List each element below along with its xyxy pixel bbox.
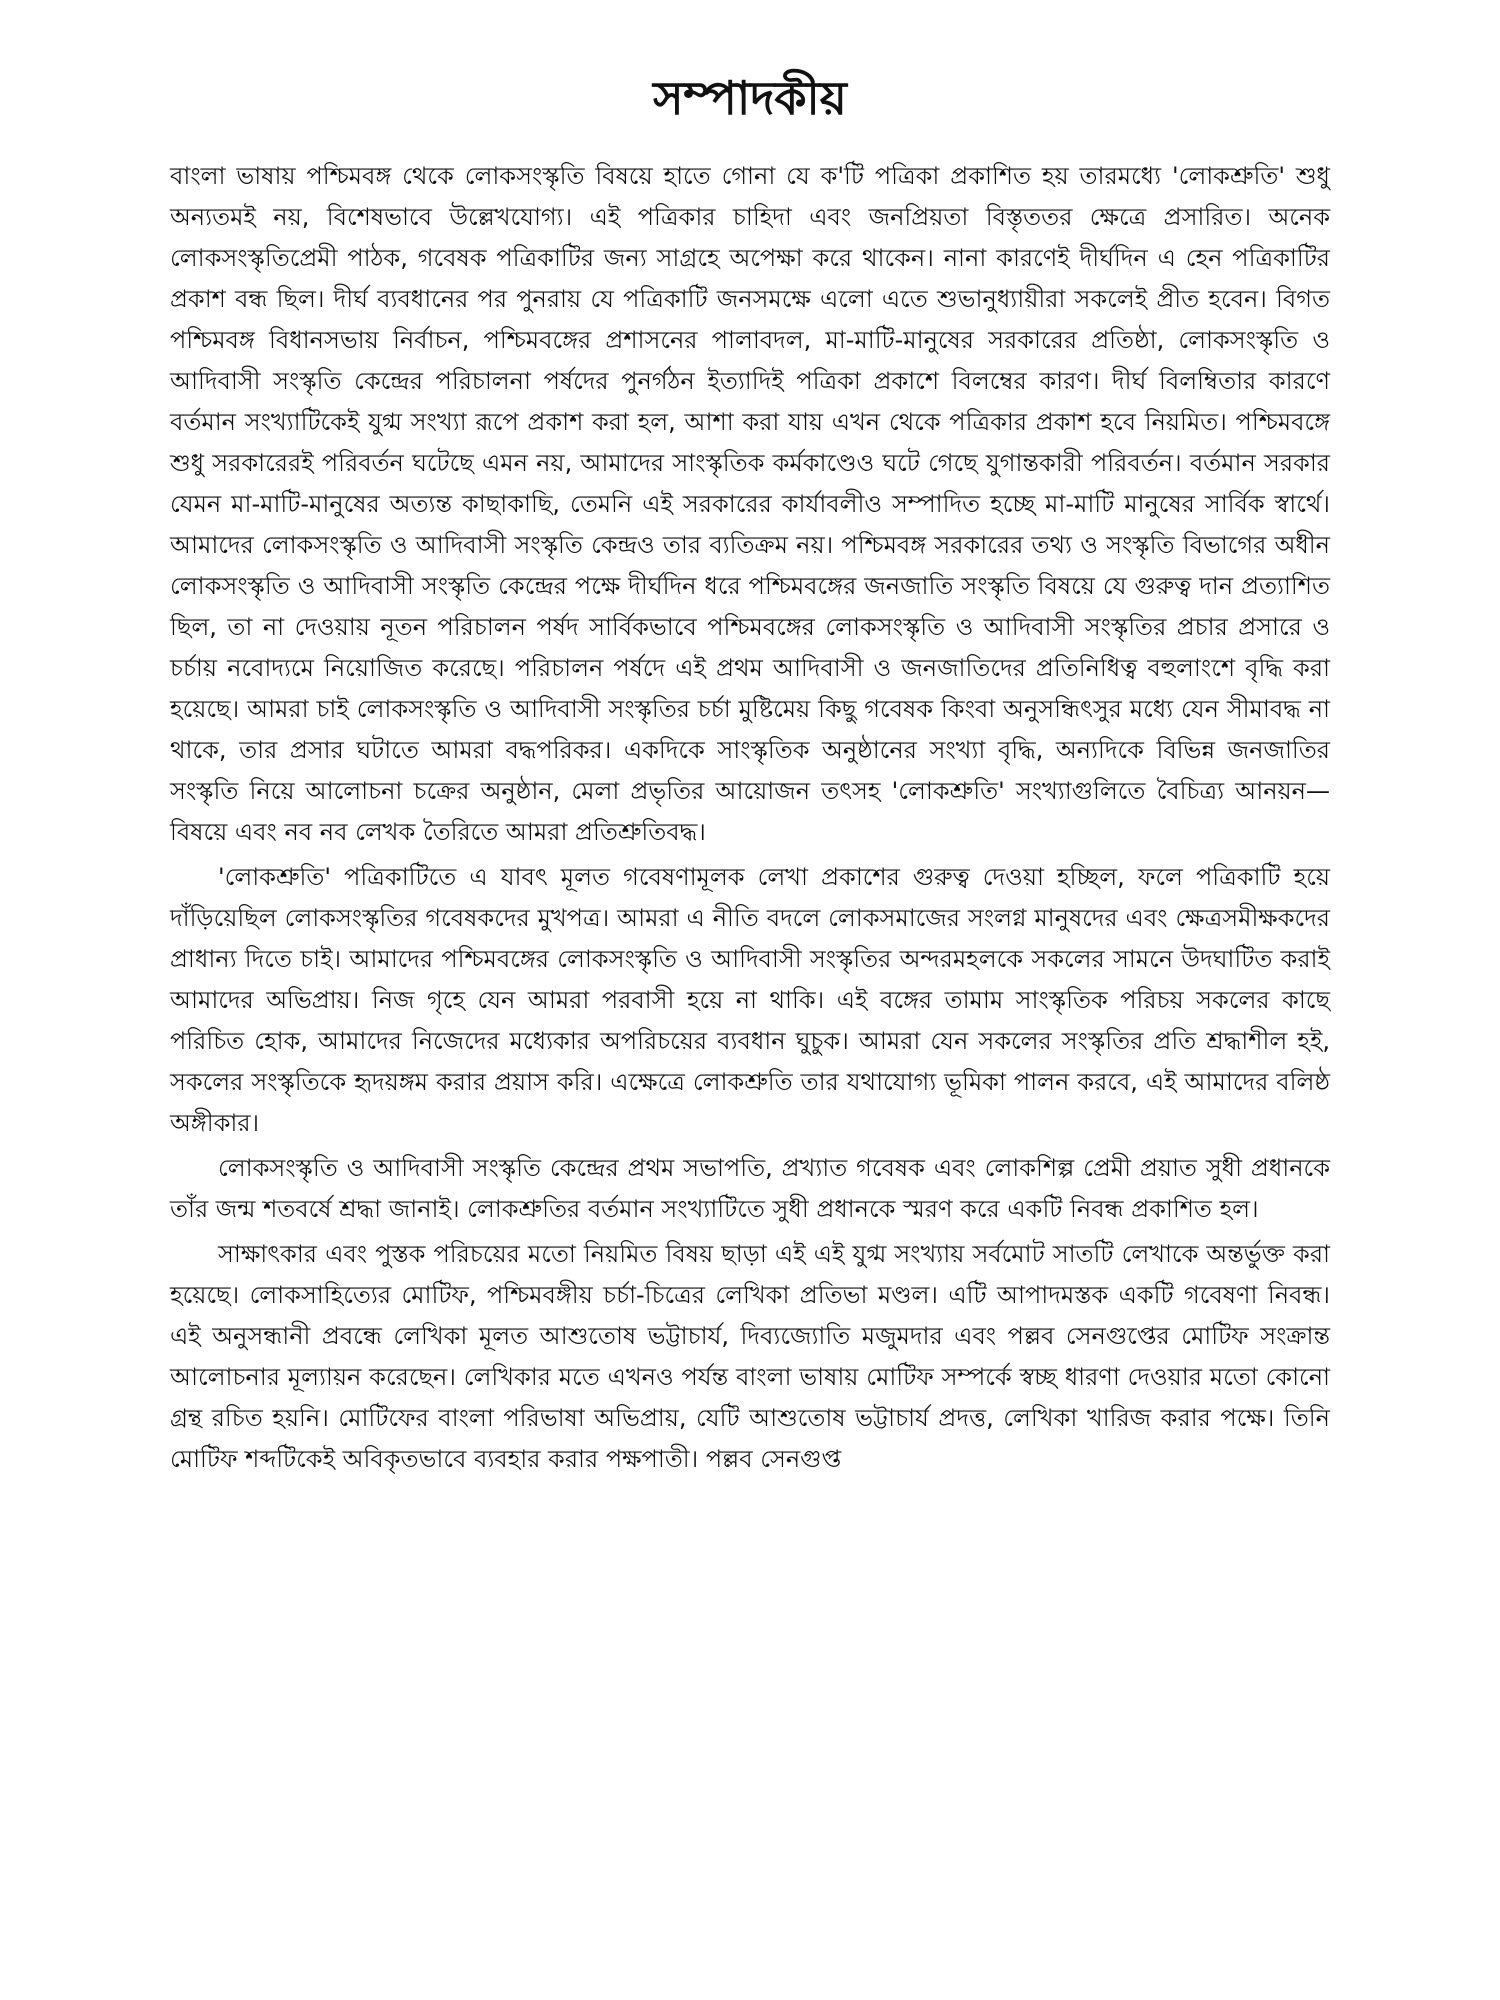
paragraph-3: লোকসংস্কৃতি ও আদিবাসী সংস্কৃতি কেন্দ্রের প্রথম সভাপতি, প্রখ্যাত গবেষক এবং লোকশিল্প প্রেমী প্রয়াত সুধী প্রধানকে তাঁর জন্ম শতবর্ষে শ্রদ্ধা জানাই। লোকশ্রুতির বর্তমান সংখ্যাটিতে সুধী প্রধানকে স্মরণ করে একটি নিবন্ধ প্রকাশিত হল। [170, 1154, 1330, 1223]
paragraph-2: 'লোকশ্রুতি' পত্রিকাটিতে এ যাবৎ মূলত গবেষণামূলক লেখা প্রকাশের গুরুত্ব দেওয়া হচ্ছিল, ফলে পত্রিকাটি হয়ে দাঁড়িয়েছিল লোকসংস্কৃতির গবেষকদের মুখপত্র। আমরা এ নীতি বদলে লোকসমাজের সংলগ্ন মানুষদের এবং ক্ষেত্রসমীক্ষকদের প্রাধান্য দিতে চাই। আমাদের পশ্চিমবঙ্গের লোকসংস্কৃতি ও আদিবাসী সংস্কৃতির অন্দরমহলকে সকলের সামনে উদঘাটিত করাই আমাদের অভিপ্রায়। নিজ গৃহে যেন আমরা পরবাসী হয়ে না থাকি। এই বঙ্গের তামাম সাংস্কৃতিক পরিচয় সকলের কাছে পরিচিত হোক, আমাদের নিজেদের মধ্যেকার অপরিচয়ের ব্যবধান ঘুচুক। আমরা যেন সকলের সংস্কৃতির প্রতি শ্রদ্ধাশীল হই, সকলের সংস্কৃতিকে হৃদয়ঙ্গম করার প্রয়াস করি। এক্ষেত্রে লোকশ্রুতি তার যথাযোগ্য ভূমিকা পালন করবে, এই আমাদের বলিষ্ঠ অঙ্গীকার। [170, 863, 1330, 1137]
editorial-body [170, 156, 1330, 1484]
paragraph-1: বাংলা ভাষায় পশ্চিমবঙ্গ থেকে লোকসংস্কৃতি বিষয়ে হাতে গোনা যে ক'টি পত্রিকা প্রকাশিত হয় তারমধ্যে 'লোকশ্রুতি' শুধু অন্যতমই নয়, বিশেষভাবে উল্লেখযোগ্য। এই পত্রিকার চাহিদা এবং জনপ্রিয়তা বিস্তৃততর ক্ষেত্রে প্রসারিত। অনেক লোকসংস্কৃতিপ্রেমী পাঠক, গবেষক পত্রিকাটির জন্য সাগ্রহে অপেক্ষা করে থাকেন। নানা কারণেই দীর্ঘদিন এ হেন পত্রিকাটির প্রকাশ বন্ধ ছিল। দীর্ঘ ব্যবধানের পর পুনরায় যে পত্রিকাটি জনসমক্ষে এলো এতে শুভানুধ্যায়ীরা সকলেই প্রীত হবেন। বিগত পশ্চিমবঙ্গ বিধানসভায় নির্বাচন, পশ্চিমবঙ্গের প্রশাসনের পালাবদল, মা-মাটি-মানুষের সরকারের প্রতিষ্ঠা, লোকসংস্কৃতি ও আদিবাসী সংস্কৃতি কেন্দ্রের পরিচালনা পর্ষদের পুনর্গঠন ইত্যাদিই পত্রিকা প্রকাশে বিলম্বের কারণ। দীর্ঘ বিলম্বিতার কারণে বর্তমান সংখ্যাটিকেই যুগ্ম সংখ্যা রূপে প্রকাশ করা হল, আশা করা যায় এখন থেকে পত্রিকার প্রকাশ হবে নিয়মিত। পশ্চিমবঙ্গে শুধু সরকারেরই পরিবর্তন ঘটেছে এমন নয়, আমাদের সাংস্কৃতিক কর্মকাণ্ডেও ঘটে গেছে যুগান্তকারী পরিবর্তন। বর্তমান সরকার যেমন মা-মাটি-মানুষের অত্যন্ত কাছাকাছি, তেমনি এই সরকারের কার্যাবলীও সম্পাদিত হচ্ছে মা-মাটি মানুষের সার্বিক স্বার্থে। আমাদের লোকসংস্কৃতি ও আদিবাসী সংস্কৃতি কেন্দ্রও তার ব্যতিক্রম নয়। পশ্চিমবঙ্গ সরকারের তথ্য ও সংস্কৃতি বিভাগের অধীন লোকসংস্কৃতি ও আদিবাসী সংস্কৃতি কেন্দ্রের পক্ষে দীর্ঘদিন ধরে পশ্চিমবঙ্গের জনজাতি সংস্কৃতি বিষয়ে যে গুরুত্ব দান প্রত্যাশিত ছিল, তা না দেওয়ায় নূতন পরিচালন পর্ষদ সার্বিকভাবে পশ্চিমবঙ্গের লোকসংস্কৃতি ও আদিবাসী সংস্কৃতির প্রচার প্রসারে ও চর্চায় নবোদ্যমে নিয়োজিত করেছে। পরিচালন পর্ষদে এই প্রথম আদিবাসী ও জনজাতিদের প্রতিনিধিত্ব বহুলাংশে বৃদ্ধি করা হয়েছে। আমরা চাই লোকসংস্কৃতি ও আদিবাসী সংস্কৃতির চর্চা মুষ্টিমেয় কিছু গবেষক কিংবা অনুসন্ধিৎসুর মধ্যে যেন সীমাবদ্ধ না থাকে, তার প্রসার ঘটাতে আমরা বদ্ধপরিকর। একদিকে সাংস্কৃতিক অনুষ্ঠানের সংখ্যা বৃদ্ধি, অন্যদিকে বিভিন্ন জনজাতির সংস্কৃতি নিয়ে আলোচনা চক্রের অনুষ্ঠান, মেলা প্রভৃতির আয়োজন তৎসহ 'লোকশ্রুতি' সংখ্যাগুলিতে বৈচিত্র্য আনয়ন—বিষয়ে এবং নব নব লেখক তৈরিতে আমরা প্রতিশ্রুতিবদ্ধ। [170, 162, 1330, 846]
page-title: সম্পাদকীয় [653, 71, 847, 125]
paragraph-4: সাক্ষাৎকার এবং পুস্তক পরিচয়ের মতো নিয়মিত বিষয় ছাড়া এই এই যুগ্ম সংখ্যায় সর্বমোট সাতটি লেখাকে অন্তর্ভুক্ত করা হয়েছে। লোকসাহিত্যের মোটিফ, পশ্চিমবঙ্গীয় চর্চা-চিত্রের লেখিকা প্রতিভা মণ্ডল। এটি আপাদমস্তক একটি গবেষণা নিবন্ধ। এই অনুসন্ধানী প্রবন্ধে লেখিকা মূলত আশুতোষ ভট্টাচার্য, দিব্যজ্যোতি মজুমদার এবং পল্লব সেনগুপ্তের মোটিফ সংক্রান্ত আলোচনার মূল্যায়ন করেছেন। লেখিকার মতে এখনও পর্যন্ত বাংলা ভাষায় মোটিফ সম্পর্কে স্বচ্ছ ধারণা দেওয়ার মতো কোনো গ্রন্থ রচিত হয়নি। মোটিফের বাংলা পরিভাষা অভিপ্রায়, যেটি আশুতোষ ভট্টাচার্য প্রদত্ত, লেখিকা খারিজ করার পক্ষে। তিনি মোটিফ শব্দটিকেই অবিকৃতভাবে ব্যবহার করার পক্ষপাতী। পল্লব সেনগুপ্ত [170, 1240, 1330, 1473]
